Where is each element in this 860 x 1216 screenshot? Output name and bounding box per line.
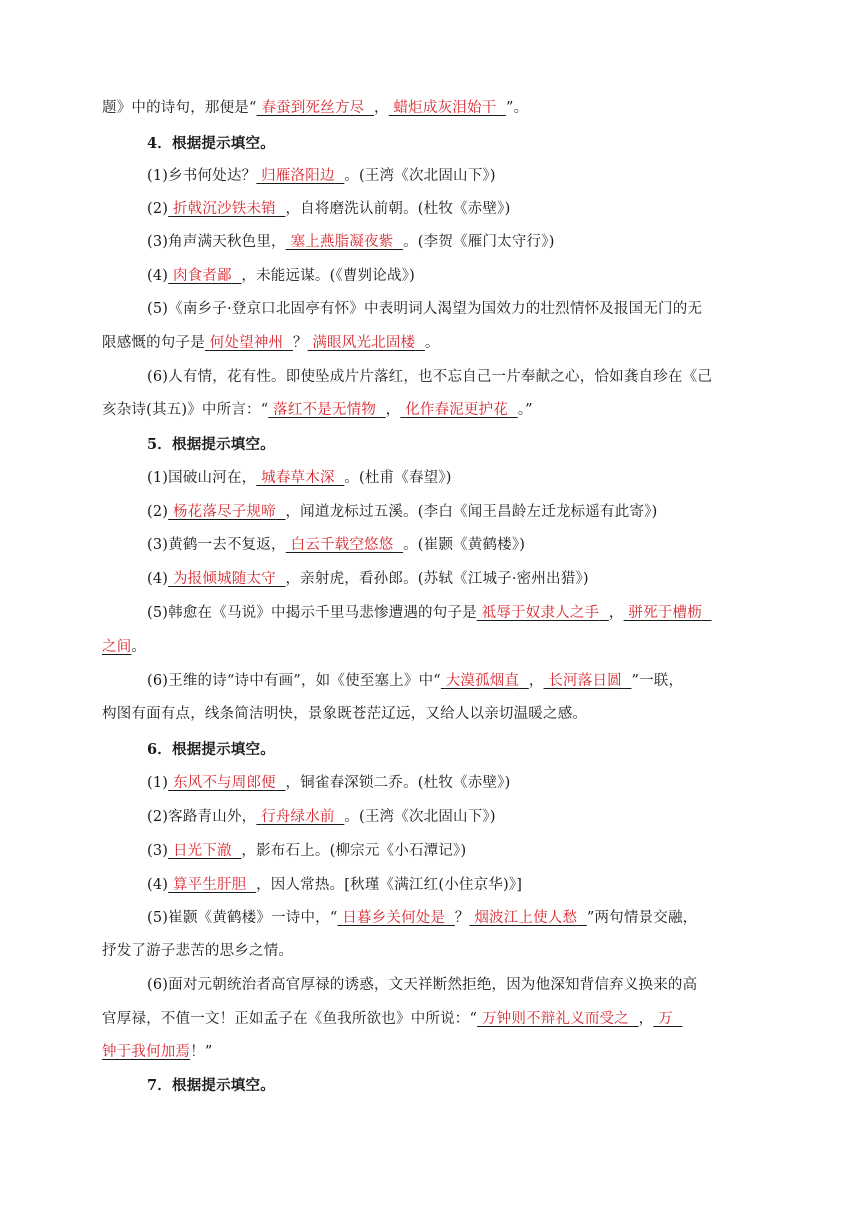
prompt-text: (3)角声满天秋色里， [147, 234, 286, 250]
answer-blank: 蜡炬成灰泪始干 [393, 100, 497, 116]
text-line [102, 98, 528, 118]
prompt-text: 。 [424, 335, 440, 351]
prompt-text: (2) [147, 504, 169, 520]
answer-blank: 城春草木深 [261, 470, 335, 486]
section-heading [147, 1076, 275, 1096]
text-line [147, 908, 697, 928]
prompt-text: ，铜雀春深锁二乔。(杜牧《赤壁》) [285, 775, 511, 791]
prompt-text: 构图有面有点，线条简洁明快，景象既苍茫辽远，又给人以亲切温暖之感。 [102, 706, 588, 722]
text-line [147, 535, 525, 555]
prompt-text: 官厚禄，不值一文！正如孟子在《鱼我所欲也》中所说：“ [102, 1011, 478, 1027]
prompt-text: ，亲射虎，看孙郎。(苏轼《江城子·密州出猎》) [285, 571, 589, 587]
text-line [147, 773, 510, 793]
prompt-text: (1)乡书何处达？ [147, 168, 257, 184]
prompt-text: 。(杜甫《春望》) [344, 470, 452, 486]
prompt-text: ， [638, 1011, 654, 1027]
section-heading [147, 134, 275, 154]
text-line [102, 1009, 682, 1029]
section-heading [147, 435, 275, 455]
answer-blank: 折戟沉沙铁未销 [172, 201, 276, 217]
answer-blank: 日光下澈 [172, 843, 232, 859]
prompt-text: ”一联， [631, 673, 684, 689]
answer-blank: 万钟则不辩礼义而受之 [481, 1011, 629, 1027]
prompt-text: (4) [147, 571, 169, 587]
prompt-text: ？ [454, 910, 470, 926]
answer-blank: 烟波江上使人愁 [474, 910, 578, 926]
prompt-text: (2) [147, 201, 169, 217]
text-line [147, 199, 510, 219]
text-line [147, 299, 702, 319]
prompt-text: ， [373, 100, 389, 116]
text-line [102, 941, 293, 961]
answer-blank: 为报倾城随太守 [172, 571, 276, 587]
prompt-text: 6．根据提示填空。 [147, 741, 275, 758]
text-line [147, 807, 496, 827]
section-heading [147, 740, 275, 760]
prompt-text: ， [608, 605, 624, 621]
prompt-text: ，闻道龙标过五溪。(李白《闻王昌龄左迁龙标遥有此寄》) [285, 504, 658, 520]
prompt-text: (6)人有情，花有性。即使坠成片片落红，也不忘自己一片奉献之心，恰如龚自珍在《己 [147, 369, 713, 385]
text-line [147, 502, 657, 522]
answer-blank: 杨花落尽子规啼 [172, 504, 276, 520]
answer-blank: 日暮乡关何处是 [342, 910, 446, 926]
text-line [147, 367, 712, 387]
text-line [102, 333, 440, 353]
answer-blank: 归雁洛阳边 [261, 168, 335, 184]
text-line [147, 232, 555, 252]
prompt-text: ”两句情景交融， [586, 910, 698, 926]
prompt-text: 5．根据提示填空。 [147, 436, 275, 453]
text-line [102, 704, 587, 724]
prompt-text: (2)客路青山外， [147, 809, 257, 825]
answer-blank: 祗辱于奴隶人之手 [481, 605, 600, 621]
answer-blank: 万 [658, 1011, 673, 1027]
answer-blank: 之间 [102, 639, 132, 655]
answer-blank: 行舟绿水前 [261, 809, 335, 825]
prompt-text: ， [528, 673, 544, 689]
prompt-text: (5)崔颢《黄鹤楼》一诗中，“ [147, 910, 338, 926]
answer-blank: 钟于我何加焉 [102, 1044, 191, 1060]
prompt-text: 。(李贺《雁门太守行》) [403, 234, 555, 250]
prompt-text: (3) [147, 843, 169, 859]
answer-blank: 何处望神州 [209, 335, 284, 351]
prompt-text: (4) [147, 268, 169, 284]
prompt-text: ？ [292, 335, 308, 351]
prompt-text: (5)《南乡子·登京口北固亭有怀》中表明词人渴望为国效力的壮烈情怀及报国无门的无 [147, 301, 703, 317]
prompt-text: ， [385, 402, 401, 418]
prompt-text: 亥杂诗(其五)》中所言：“ [102, 402, 269, 418]
prompt-text: ，未能远谋。(《曹刿论战》) [241, 268, 416, 284]
prompt-text: (6)面对元朝统治者高官厚禄的诱惑，文天祥断然拒绝，因为他深知背信弃义换来的高 [147, 977, 698, 993]
prompt-text: ，自将磨洗认前朝。(杜牧《赤壁》) [285, 201, 511, 217]
prompt-text: 。” [517, 402, 533, 418]
text-line [147, 603, 712, 623]
prompt-text: 。(崔颢《黄鹤楼》) [403, 537, 526, 553]
text-line [147, 468, 452, 488]
prompt-text: 4．根据提示填空。 [147, 135, 275, 152]
prompt-text: ，因人常热。[秋瑾《满江红(小住京华)》] [256, 877, 523, 893]
prompt-text: 。 [131, 639, 147, 655]
answer-blank: 落红不是无情物 [273, 402, 377, 418]
text-line [102, 1042, 213, 1062]
prompt-text: (6)王维的诗“诗中有画”，如《使至塞上》中“ [147, 673, 441, 689]
answer-blank: 骈死于槽枥 [628, 605, 702, 621]
answer-blank: 长河落日圆 [548, 673, 622, 689]
prompt-text: ！” [190, 1044, 213, 1060]
prompt-text: 。(王湾《次北固山下》) [344, 809, 496, 825]
prompt-text: 。(王湾《次北固山下》) [344, 168, 496, 184]
answer-blank: 白云千载空悠悠 [290, 537, 394, 553]
text-line [147, 671, 683, 691]
answer-blank: 塞上燕脂凝夜紫 [290, 234, 394, 250]
text-line [147, 841, 466, 861]
answer-blank: 满眼风光北固楼 [312, 335, 416, 351]
text-line [147, 166, 496, 186]
text-line [147, 266, 415, 286]
text-line [147, 875, 522, 895]
text-line [147, 975, 697, 995]
prompt-text: 抒发了游子悲苦的思乡之情。 [102, 943, 294, 959]
text-line [147, 569, 589, 589]
answer-blank: 春蚕到死丝方尽 [261, 100, 365, 116]
prompt-text: 7．根据提示填空。 [147, 1077, 275, 1094]
prompt-text: (1)国破山河在， [147, 470, 257, 486]
prompt-text: 限感慨的句子是 [102, 335, 205, 351]
answer-blank: 算平生肝胆 [172, 877, 247, 893]
prompt-text: ”。 [506, 100, 529, 116]
prompt-text: (3)黄鹤一去不复返， [147, 537, 286, 553]
prompt-text: (1) [147, 775, 169, 791]
prompt-text: (5)韩愈在《马说》中揭示千里马悲惨遭遇的句子是 [147, 605, 477, 621]
prompt-text: 题》中的诗句，那便是“ [102, 100, 257, 116]
prompt-text: ，影布石上。(柳宗元《小石潭记》) [241, 843, 467, 859]
answer-blank: 化作春泥更护花 [405, 402, 509, 418]
text-line [102, 637, 146, 657]
text-line [102, 400, 533, 420]
answer-blank: 肉食者鄙 [172, 268, 232, 284]
answer-blank: 大漠孤烟直 [445, 673, 520, 689]
prompt-text: (4) [147, 877, 169, 893]
answer-blank: 东风不与周郎便 [172, 775, 276, 791]
